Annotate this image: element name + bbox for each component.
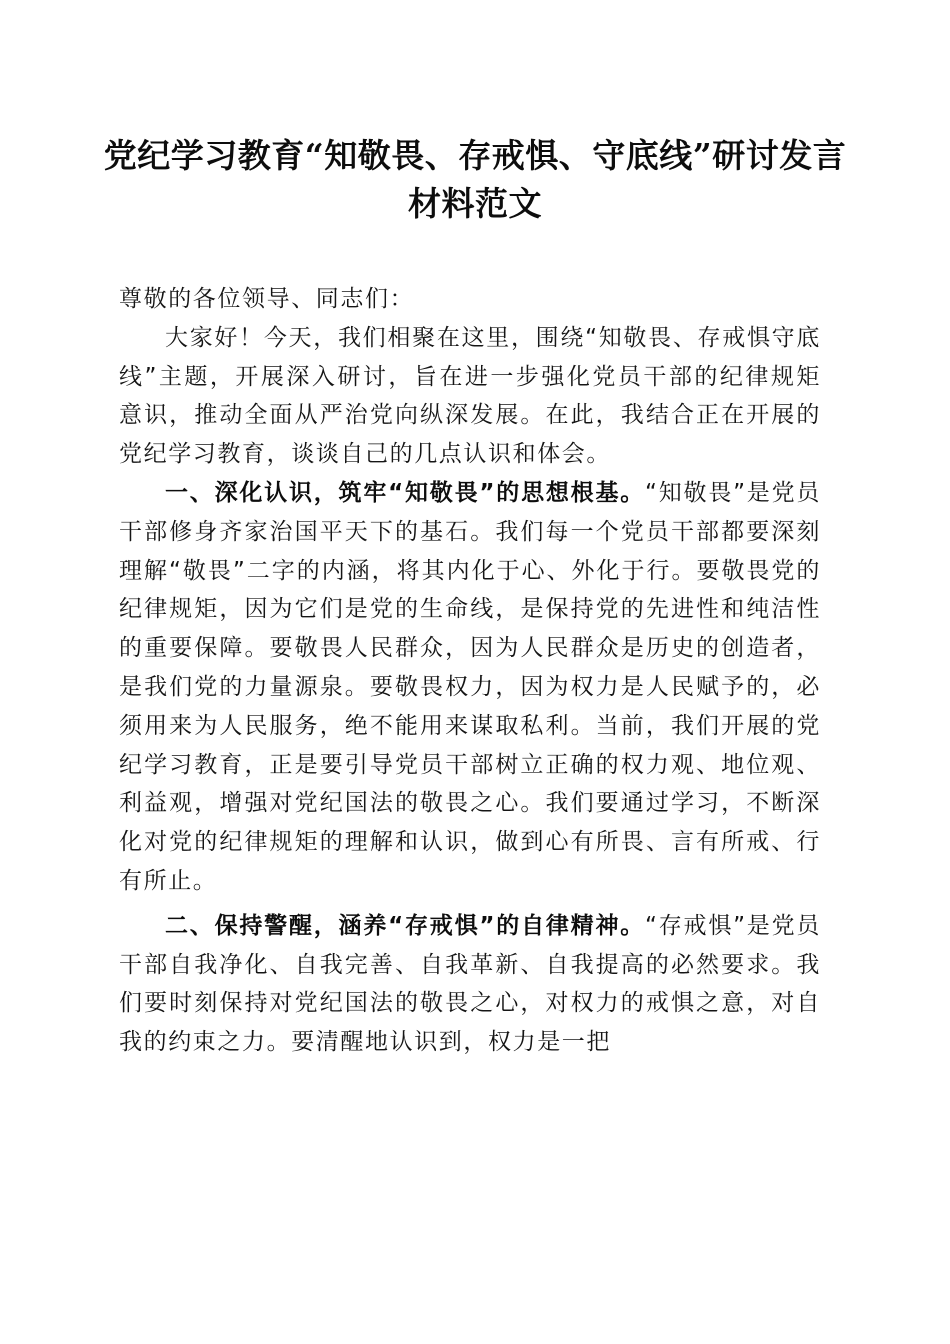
intro-paragraph: 大家好！今天，我们相聚在这里，围绕“知敬畏、存戒惧守底线”主题，开展深入研讨，旨在进一步强化党员干部的纪律规矩意识，推动全面从严治党向纵深发展。在此，我结合正在开展的党纪学习教育，谈谈自己的几点认识和体会。 [119, 324, 821, 468]
salutation: 尊敬的各位领导、同志们： [119, 286, 415, 312]
section-two-text: “存戒惧”是党员干部自我净化、自我完善、自我革新、自我提高的必然要求。我们要时刻保持对党纪国法的敬畏之心，对权力的戒惧之意，对自我的约束之力。要清醒地认识到，权力是一把 [119, 912, 821, 1056]
document-body [119, 280, 821, 1062]
section-two-paragraph [119, 907, 821, 1062]
section-two-heading: 二、保持警醒，涵养“存戒惧”的自律精神。 [165, 912, 646, 939]
section-one-paragraph [119, 474, 821, 901]
section-one-heading: 一、深化认识，筑牢“知敬畏”的思想根基。 [165, 479, 646, 506]
section-one-text: “知敬畏”是党员干部修身齐家治国平天下的基石。我们每一个党员干部都要深刻理解“敬畏”二字的内涵，将其内化于心、外化于行。要敬畏党的纪律规矩，因为它们是党的生命线，是保持党的先进性和纯洁性的重要保障。要敬畏人民群众，因为人民群众是历史的创造者，是我们党的力量源泉。要敬畏权力，因为权力是人民赋予的，必须用来为人民服务，绝不能用来谋取私利。当前，我们开展的党纪学习教育，正是要引导党员干部树立正确的权力观、地位观、利益观，增强对党纪国法的敬畏之心。我们要通过学习，不断深化对党的纪律规矩的理解和认识，做到心有所畏、言有所戒、行有所止。 [119, 479, 821, 894]
document-title: 党纪学习教育“知敬畏、存戒惧、守底线”研讨发言材料范文 [103, 136, 847, 223]
